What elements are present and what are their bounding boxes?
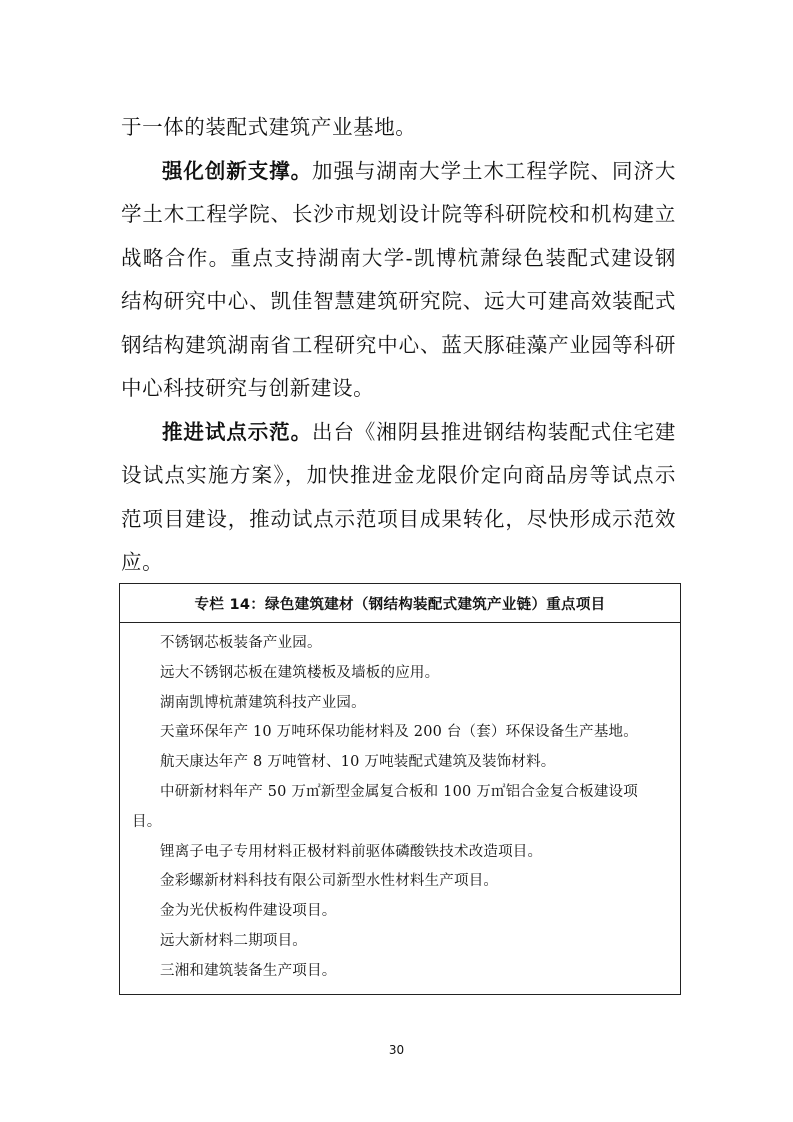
project-item: 湖南凯博杭萧建筑科技产业园。	[160, 694, 366, 711]
project-item: 中研新材料年产 50 万㎡新型金属复合板和 100 万㎡铝合金复合板建设项	[160, 783, 638, 800]
paragraph-body-pilot: 出台《湘阴县推进钢结构装配式住宅建设试点实施方案》，加快推进金龙限价定向商品房等试点示范项目建设，推动试点示范项目成果转化，尽快形成示范效应。	[121, 419, 676, 574]
paragraph-innovation	[121, 150, 676, 411]
project-item: 不锈钢芯板装备产业园。	[160, 635, 322, 651]
paragraph-body-innovation: 加强与湖南大学土木工程学院、同济大学土木工程学院、长沙市规划设计院等科研院校和机构建立战略合作。重点支持湖南大学-凯博杭萧绿色装配式建设钢结构研究中心、凯佳智慧建筑研究院、远大可建高效装配式钢结构建筑湖南省工程研究中心、蓝天豚硅藻产业园等科研中心科技研究与创新建设。	[121, 158, 676, 400]
project-item: 金彩螺新材料科技有限公司新型水性材料生产项目。	[160, 873, 499, 890]
project-item: 远大不锈钢芯板在建筑楼板及墙板的应用。	[160, 664, 440, 681]
project-list	[120, 623, 680, 987]
page-number: 30	[388, 1043, 405, 1057]
project-item: 三湘和建筑装备生产项目。	[160, 962, 337, 979]
project-item: 锂离子电子专用材料正极材料前驱体磷酸铁技术改造项目。	[160, 843, 543, 860]
project-item: 金为光伏板构件建设项目。	[160, 903, 337, 920]
paragraph-pilot	[121, 411, 676, 585]
body-text	[121, 106, 676, 585]
paragraph-continuation: 于一体的装配式建筑产业基地。	[121, 115, 417, 139]
paragraph-lead-pilot: 推进试点示范。	[162, 419, 313, 444]
paragraph-lead-innovation: 强化创新支撑。	[162, 158, 313, 183]
project-box	[119, 583, 681, 995]
project-item-continuation: 目。	[132, 813, 162, 830]
project-box-title: 专栏 14：绿色建筑建材（钢结构装配式建筑产业链）重点项目	[120, 584, 680, 623]
project-item: 远大新材料二期项目。	[160, 932, 307, 949]
project-item: 天童环保年产 10 万吨环保功能材料及 200 台（套）环保设备生产基地。	[160, 724, 638, 741]
project-item: 航天康达年产 8 万吨管材、10 万吨装配式建筑及装饰材料。	[160, 754, 556, 771]
